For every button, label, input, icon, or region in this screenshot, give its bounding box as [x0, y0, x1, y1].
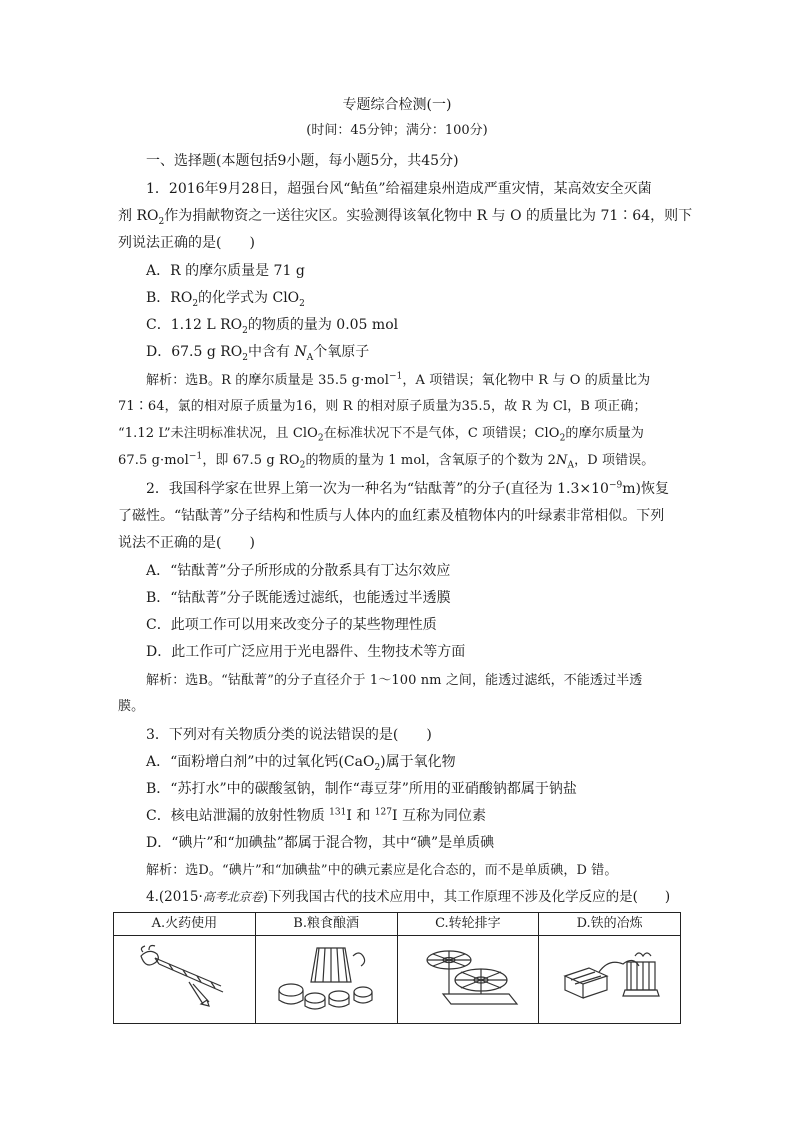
q1-option-c: C．1.12 L $RO_2$的物质的量为 0.05 mol	[146, 317, 399, 336]
table-header-a: A.火药使用	[114, 913, 256, 936]
table-image-cell-c	[397, 936, 539, 1024]
q2-option-a: A．“钴酞菁”分子所形成的分散系具有丁达尔效应	[146, 563, 451, 579]
table-header-b: B.粮食酿酒	[255, 913, 397, 936]
q3-option-d: D．“碘片”和“加碘盐”都属于混合物，其中“碘”是单质碘	[146, 835, 495, 851]
rotary-typesetting-illustration	[413, 942, 523, 1012]
q2-solution-line2: 膜。	[118, 699, 145, 714]
exam-time-score: (时间：45分钟；满分：100分)	[306, 123, 488, 138]
section-heading: 一、选择题(本题包括9小题，每小题5分，共45分)	[146, 153, 459, 169]
wine-brewing-illustration	[271, 942, 381, 1014]
q2-solution-line1: 解析：选B。“钴酞菁”的分子直径介于 1～100 nm 之间，能透过滤纸，不能透过半透	[146, 673, 643, 688]
gunpowder-rocket-illustration	[129, 942, 239, 1012]
table-header-c: C.转轮排字	[397, 913, 539, 936]
q3-option-c: C．核电站泄漏的放射性物质 $^{131}$I 和 $^{127}$I 互称为同位素	[146, 807, 486, 824]
q2-option-c: C．此项工作可以用来改变分子的某些物理性质	[146, 617, 437, 633]
q2-stem-line1: 2．我国科学家在世界上第一次为一种名为“钴酞菁”的分子(直径为 $1.3\times 10^{-9}m$)恢复	[146, 480, 669, 497]
page-title: 专题综合检测(一)	[342, 97, 452, 113]
q1-stem-line2: 剂 $RO_2$作为捐献物资之一送往灾区。实验测得该氧化物中 R 与 O 的质量比为 71∶64，则下	[118, 208, 693, 227]
ancient-technology-table	[113, 912, 681, 1024]
table-image-cell-a	[114, 936, 256, 1024]
q1-option-b: B．$RO_2$的化学式为 ClO$_2$	[146, 290, 305, 309]
q1-solution-line4: 67.5 g·mol$^{-1}$，即 67.5 g $RO_2$的物质的量为 1 mol，含氧原子的个数为 $2N_A$，D 项错误。	[118, 451, 655, 471]
q1-option-a: A．R 的摩尔质量是 71 g	[146, 263, 305, 279]
q4-source: 高考北京卷	[202, 890, 263, 904]
q3-option-b: B．“苏打水”中的碳酸氢钠，制作“毒豆芽”所用的亚硝酸钠都属于钠盐	[146, 781, 577, 797]
q1-solution-line2: 71∶64，氯的相对原子质量为16，则 R 的相对原子质量为35.5，故 R 为 Cl，B 项正确；	[118, 399, 647, 414]
q1-option-d: D．67.5 g $RO_2$中含有 $N_A$个氧原子	[146, 344, 370, 363]
q1-stem-line3: 列说法正确的是( )	[118, 235, 255, 251]
q2-stem-line2: 了磁性。“钴酞菁”分子结构和性质与人体内的血红素及植物体内的叶绿素非常相似。下列	[118, 508, 665, 524]
table-image-cell-d	[539, 936, 681, 1024]
q2-option-b: B．“钴酞菁”分子既能透过滤纸，也能透过半透膜	[146, 590, 451, 606]
q2-stem-line3: 说法不正确的是( )	[118, 535, 255, 551]
table-image-cell-b	[255, 936, 397, 1024]
q3-solution: 解析：选D。“碘片”和“加碘盐”中的碘元素应是化合态的，而不是单质碘，D 错。	[146, 863, 618, 878]
q3-option-a: A．“面粉增白剂”中的过氧化钙(CaO$_2$)属于氧化物	[146, 754, 456, 773]
table-header-d: D.铁的冶炼	[539, 913, 681, 936]
q3-stem: 3．下列对有关物质分类的说法错误的是( )	[146, 727, 432, 743]
q1-stem-line1: 1．2016年9月28日，超强台风“鲇鱼”给福建泉州造成严重灾情，某高效安全灭菌	[146, 181, 652, 197]
q1-solution-line1: 解析：选B。R 的摩尔质量是 35.5 g·mol$^{-1}$，A 项错误；氧化物中 R 与 O 的质量比为	[146, 371, 651, 388]
q4-stem: 4.(2015·高考北京卷)下列我国古代的技术应用中，其工作原理不涉及化学反应的是( )	[146, 889, 671, 905]
iron-smelting-illustration	[555, 942, 665, 1012]
q1-solution-line3: “1.12 L”未注明标准状况，且 ClO$_2$在标准状况下不是气体，C 项错误；ClO$_2$的摩尔质量为	[118, 426, 644, 444]
q2-option-d: D．此工作可广泛应用于光电器件、生物技术等方面	[146, 644, 466, 660]
